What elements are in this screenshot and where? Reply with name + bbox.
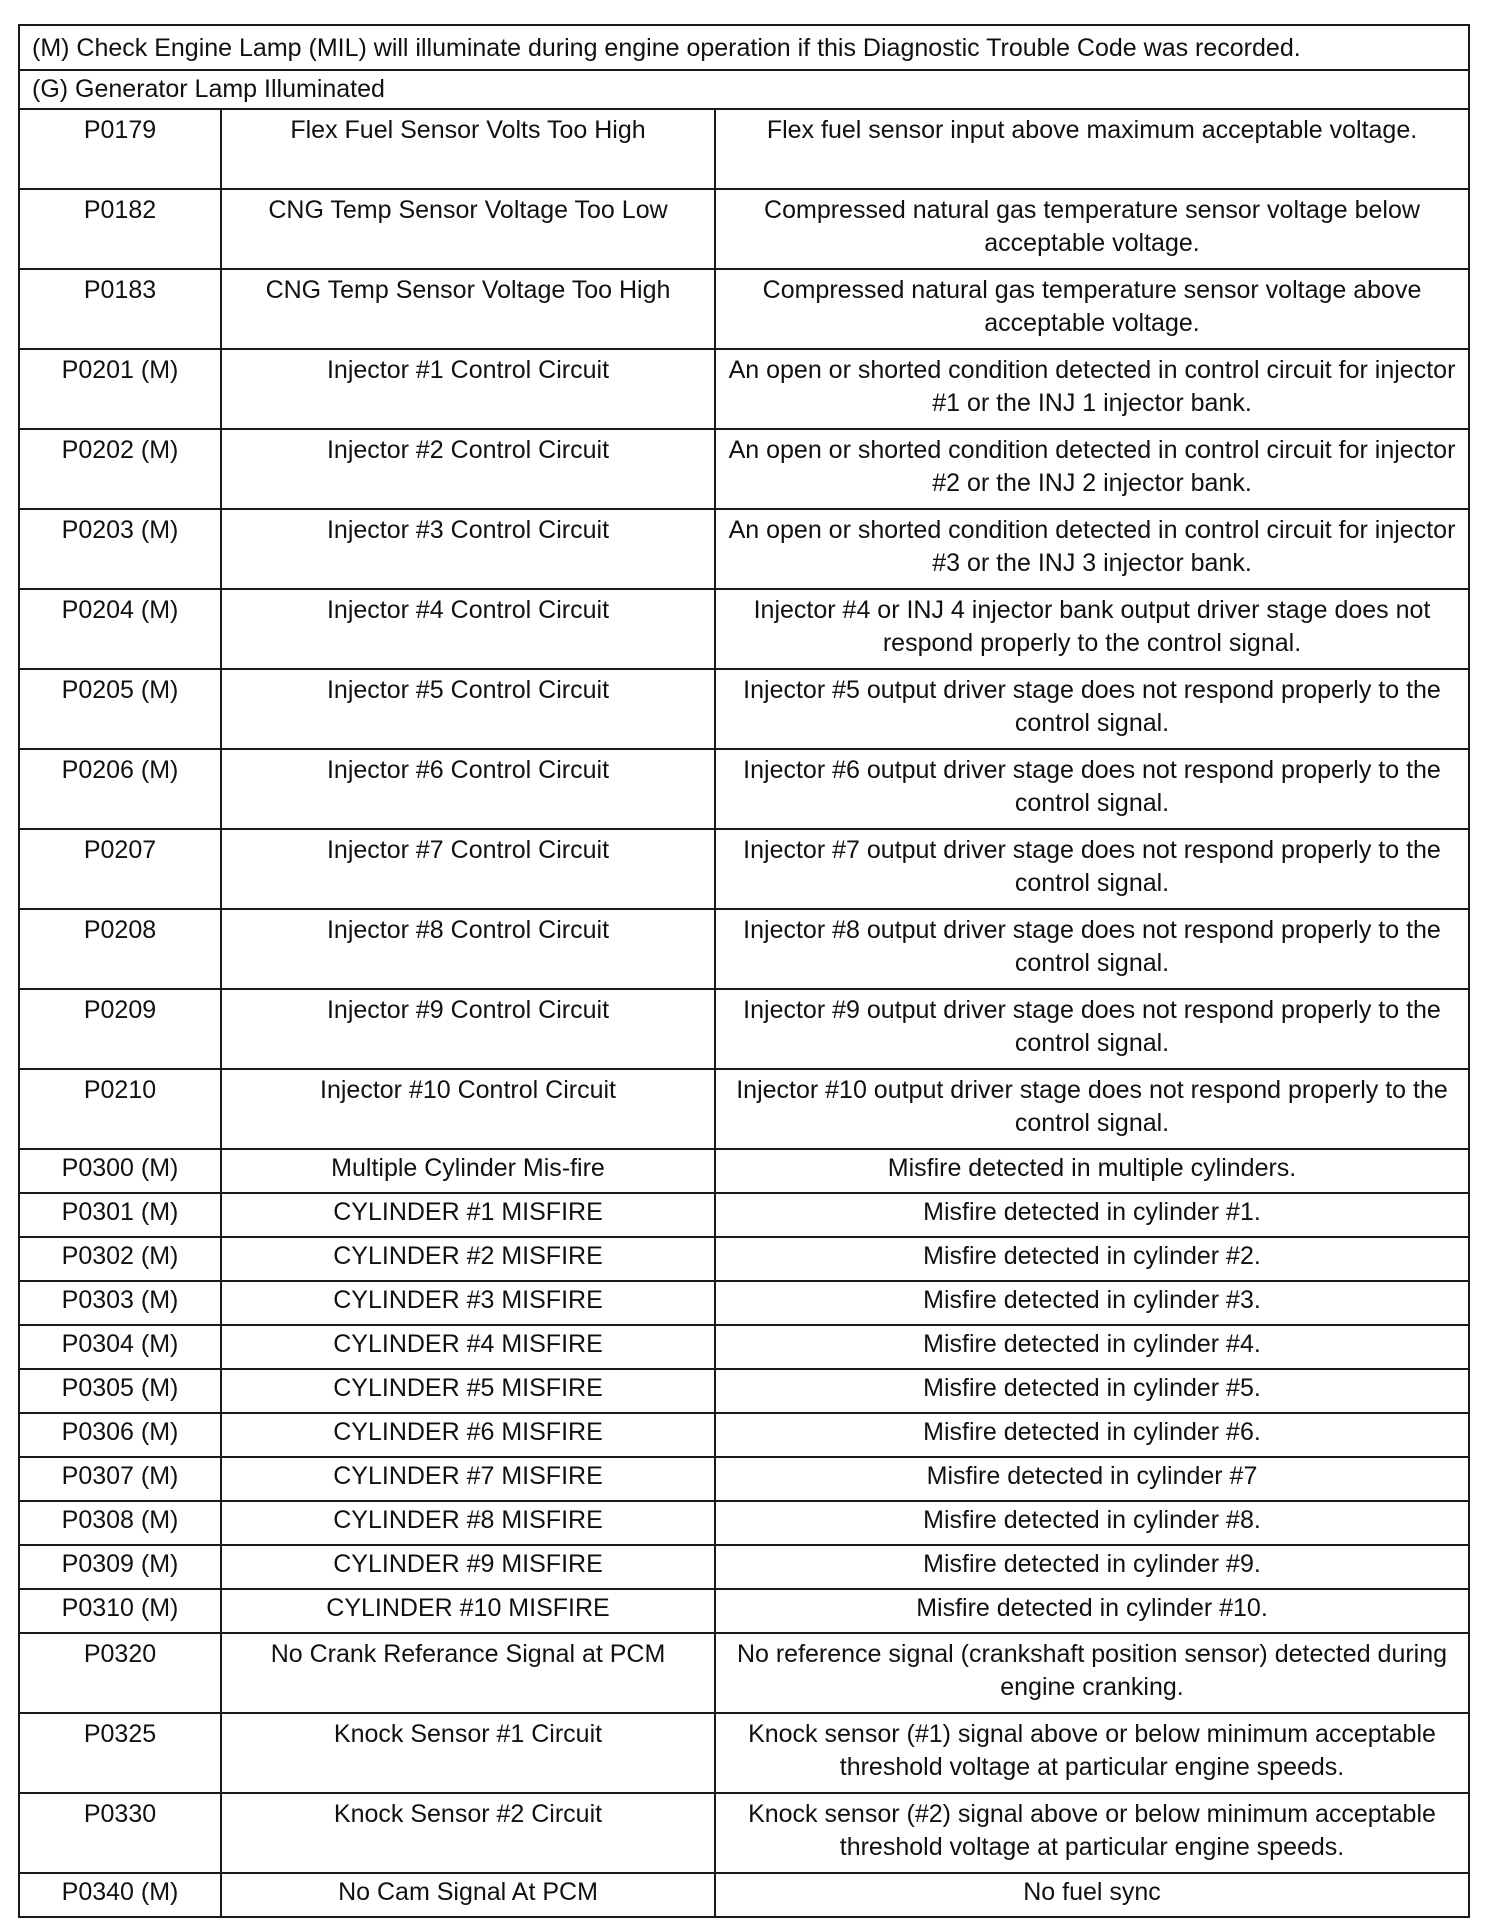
dtc-code-cell: P0203 (M) [19, 509, 221, 589]
dtc-description-cell: Compressed natural gas temperature sensor voltage above acceptable voltage. [715, 269, 1469, 349]
table-row [19, 989, 1469, 1069]
dtc-name-cell: CYLINDER #9 MISFIRE [221, 1545, 715, 1589]
dtc-description-cell: Misfire detected in cylinder #9. [715, 1545, 1469, 1589]
dtc-name-cell: No Crank Referance Signal at PCM [221, 1633, 715, 1713]
dtc-description-cell: Knock sensor (#2) signal above or below minimum acceptable threshold voltage at particular engine speeds. [715, 1793, 1469, 1873]
dtc-description-cell: Compressed natural gas temperature sensor voltage below acceptable voltage. [715, 189, 1469, 269]
dtc-code-cell: P0330 [19, 1793, 221, 1873]
dtc-description-cell: Misfire detected in cylinder #10. [715, 1589, 1469, 1633]
mil-note: (M) Check Engine Lamp (MIL) will illuminate during engine operation if this Diagnostic Trouble Code was recorded. [19, 25, 1469, 70]
dtc-description-cell: Knock sensor (#1) signal above or below minimum acceptable threshold voltage at particular engine speeds. [715, 1713, 1469, 1793]
dtc-code-cell: P0309 (M) [19, 1545, 221, 1589]
table-row [19, 189, 1469, 269]
dtc-code-cell: P0209 [19, 989, 221, 1069]
dtc-code-cell: P0301 (M) [19, 1193, 221, 1237]
dtc-name-cell: CYLINDER #7 MISFIRE [221, 1457, 715, 1501]
dtc-code-cell: P0306 (M) [19, 1413, 221, 1457]
dtc-name-cell: Injector #5 Control Circuit [221, 669, 715, 749]
dtc-name-cell: Injector #8 Control Circuit [221, 909, 715, 989]
dtc-name-cell: CYLINDER #5 MISFIRE [221, 1369, 715, 1413]
table-row [19, 1501, 1469, 1545]
dtc-description-cell: An open or shorted condition detected in control circuit for injector #1 or the INJ 1 injector bank. [715, 349, 1469, 429]
dtc-description-cell: Injector #7 output driver stage does not respond properly to the control signal. [715, 829, 1469, 909]
note-row [19, 70, 1469, 109]
generator-note: (G) Generator Lamp Illuminated [19, 70, 1469, 109]
table-row [19, 589, 1469, 669]
dtc-name-cell: CYLINDER #10 MISFIRE [221, 1589, 715, 1633]
dtc-description-cell: Misfire detected in cylinder #5. [715, 1369, 1469, 1413]
dtc-code-cell: P0305 (M) [19, 1369, 221, 1413]
table-row [19, 1633, 1469, 1713]
dtc-name-cell: Multiple Cylinder Mis-fire [221, 1149, 715, 1193]
table-row [19, 1793, 1469, 1873]
dtc-code-cell: P0307 (M) [19, 1457, 221, 1501]
dtc-code-cell: P0308 (M) [19, 1501, 221, 1545]
dtc-description-cell: An open or shorted condition detected in control circuit for injector #3 or the INJ 3 injector bank. [715, 509, 1469, 589]
dtc-code-cell: P0201 (M) [19, 349, 221, 429]
table-row [19, 1873, 1469, 1917]
dtc-code-cell: P0182 [19, 189, 221, 269]
dtc-table [18, 24, 1470, 1918]
dtc-description-cell: Misfire detected in cylinder #4. [715, 1325, 1469, 1369]
dtc-name-cell: CYLINDER #1 MISFIRE [221, 1193, 715, 1237]
dtc-code-cell: P0325 [19, 1713, 221, 1793]
dtc-code-cell: P0340 (M) [19, 1873, 221, 1917]
table-row [19, 1457, 1469, 1501]
dtc-name-cell: Knock Sensor #2 Circuit [221, 1793, 715, 1873]
dtc-name-cell: No Cam Signal At PCM [221, 1873, 715, 1917]
dtc-description-cell: Injector #4 or INJ 4 injector bank output driver stage does not respond properly to the control signal. [715, 589, 1469, 669]
dtc-name-cell: CYLINDER #8 MISFIRE [221, 1501, 715, 1545]
dtc-description-cell: No reference signal (crankshaft position sensor) detected during engine cranking. [715, 1633, 1469, 1713]
table-row [19, 1149, 1469, 1193]
table-row [19, 1589, 1469, 1633]
table-row [19, 1413, 1469, 1457]
dtc-code-cell: P0303 (M) [19, 1281, 221, 1325]
dtc-code-cell: P0310 (M) [19, 1589, 221, 1633]
dtc-description-cell: Misfire detected in multiple cylinders. [715, 1149, 1469, 1193]
table-row [19, 669, 1469, 749]
table-row [19, 1193, 1469, 1237]
dtc-description-cell: Injector #9 output driver stage does not respond properly to the control signal. [715, 989, 1469, 1069]
dtc-code-cell: P0183 [19, 269, 221, 349]
dtc-description-cell: Misfire detected in cylinder #1. [715, 1193, 1469, 1237]
dtc-table-body [19, 25, 1469, 1917]
table-row [19, 1369, 1469, 1413]
dtc-code-cell: P0202 (M) [19, 429, 221, 509]
dtc-code-cell: P0208 [19, 909, 221, 989]
dtc-description-cell: Injector #10 output driver stage does not respond properly to the control signal. [715, 1069, 1469, 1149]
dtc-description-cell: No fuel sync [715, 1873, 1469, 1917]
dtc-name-cell: CNG Temp Sensor Voltage Too Low [221, 189, 715, 269]
dtc-name-cell: Injector #9 Control Circuit [221, 989, 715, 1069]
table-row [19, 909, 1469, 989]
dtc-name-cell: Injector #3 Control Circuit [221, 509, 715, 589]
table-row [19, 1069, 1469, 1149]
dtc-name-cell: Injector #7 Control Circuit [221, 829, 715, 909]
dtc-name-cell: CYLINDER #2 MISFIRE [221, 1237, 715, 1281]
dtc-code-cell: P0204 (M) [19, 589, 221, 669]
dtc-document [18, 24, 1468, 1918]
dtc-code-cell: P0302 (M) [19, 1237, 221, 1281]
dtc-description-cell: Injector #8 output driver stage does not respond properly to the control signal. [715, 909, 1469, 989]
table-row [19, 1545, 1469, 1589]
table-row [19, 1237, 1469, 1281]
dtc-name-cell: CYLINDER #6 MISFIRE [221, 1413, 715, 1457]
table-row [19, 1281, 1469, 1325]
dtc-code-cell: P0210 [19, 1069, 221, 1149]
dtc-code-cell: P0320 [19, 1633, 221, 1713]
table-row [19, 429, 1469, 509]
table-row [19, 109, 1469, 189]
dtc-description-cell: Misfire detected in cylinder #3. [715, 1281, 1469, 1325]
dtc-description-cell: Flex fuel sensor input above maximum acceptable voltage. [715, 109, 1469, 189]
dtc-code-cell: P0206 (M) [19, 749, 221, 829]
dtc-name-cell: CYLINDER #3 MISFIRE [221, 1281, 715, 1325]
dtc-name-cell: Injector #6 Control Circuit [221, 749, 715, 829]
dtc-description-cell: Misfire detected in cylinder #7 [715, 1457, 1469, 1501]
note-row [19, 25, 1469, 70]
dtc-code-cell: P0207 [19, 829, 221, 909]
table-row [19, 829, 1469, 909]
dtc-description-cell: Misfire detected in cylinder #6. [715, 1413, 1469, 1457]
table-row [19, 749, 1469, 829]
dtc-description-cell: Injector #6 output driver stage does not respond properly to the control signal. [715, 749, 1469, 829]
table-row [19, 1713, 1469, 1793]
dtc-code-cell: P0205 (M) [19, 669, 221, 749]
dtc-description-cell: An open or shorted condition detected in control circuit for injector #2 or the INJ 2 injector bank. [715, 429, 1469, 509]
table-row [19, 1325, 1469, 1369]
table-row [19, 509, 1469, 589]
dtc-name-cell: Flex Fuel Sensor Volts Too High [221, 109, 715, 189]
dtc-name-cell: CYLINDER #4 MISFIRE [221, 1325, 715, 1369]
dtc-name-cell: Knock Sensor #1 Circuit [221, 1713, 715, 1793]
table-row [19, 349, 1469, 429]
dtc-name-cell: Injector #1 Control Circuit [221, 349, 715, 429]
dtc-code-cell: P0179 [19, 109, 221, 189]
table-row [19, 269, 1469, 349]
dtc-name-cell: Injector #10 Control Circuit [221, 1069, 715, 1149]
dtc-name-cell: Injector #2 Control Circuit [221, 429, 715, 509]
dtc-description-cell: Misfire detected in cylinder #8. [715, 1501, 1469, 1545]
dtc-code-cell: P0304 (M) [19, 1325, 221, 1369]
dtc-name-cell: Injector #4 Control Circuit [221, 589, 715, 669]
dtc-code-cell: P0300 (M) [19, 1149, 221, 1193]
dtc-name-cell: CNG Temp Sensor Voltage Too High [221, 269, 715, 349]
dtc-description-cell: Injector #5 output driver stage does not respond properly to the control signal. [715, 669, 1469, 749]
dtc-description-cell: Misfire detected in cylinder #2. [715, 1237, 1469, 1281]
